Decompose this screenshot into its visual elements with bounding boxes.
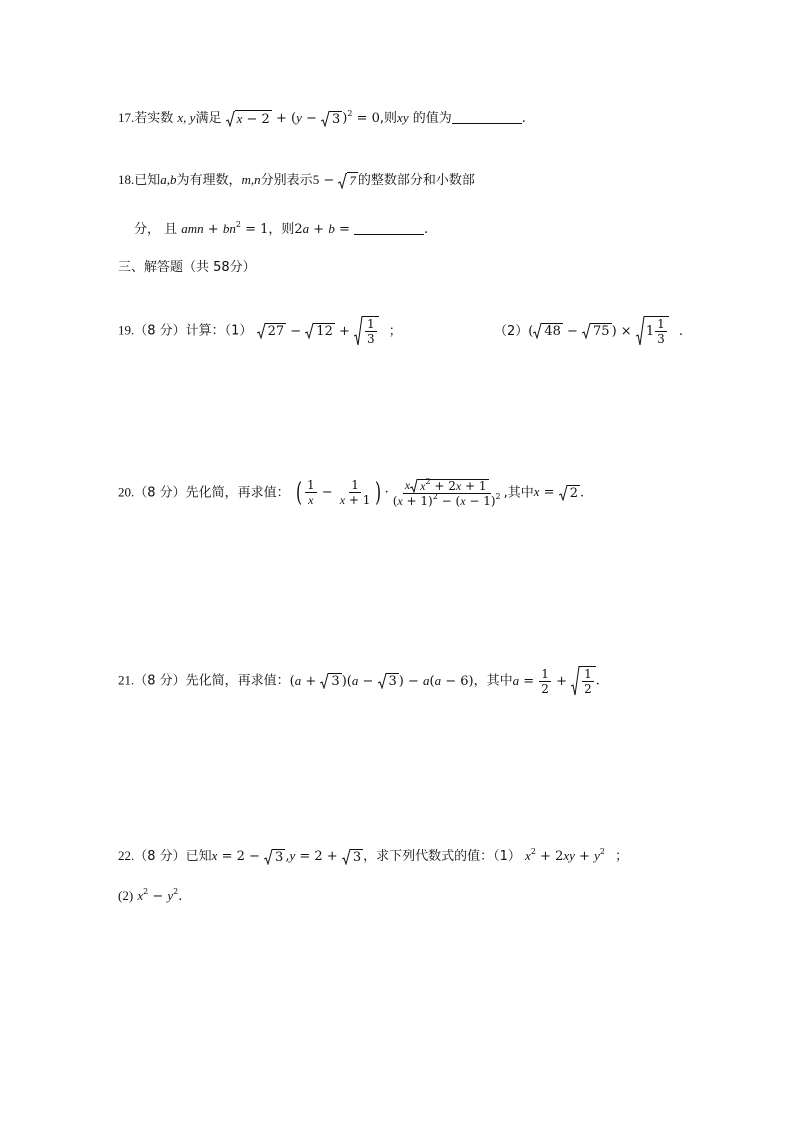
- math-variables: m,n: [241, 172, 261, 187]
- part-label: (2): [118, 888, 134, 903]
- question-18-line2: [134, 219, 428, 240]
- question-text: ，求下列代数式的值：（1）: [363, 849, 521, 864]
- question-text: 的值为: [412, 111, 452, 126]
- question-text: ,则: [379, 111, 398, 126]
- question-number: 17.: [118, 110, 135, 125]
- question-text: 满足: [195, 111, 222, 126]
- part-label: （2）: [493, 323, 529, 339]
- question-17: [118, 108, 526, 129]
- period: .: [595, 673, 600, 689]
- math-expression: x = 2 − 3 ,y = 2 + 3: [211, 848, 362, 865]
- punctuation: ；: [388, 323, 402, 339]
- math-expression: 2a + b =: [294, 221, 355, 237]
- period: .: [580, 485, 585, 501]
- question-text: ,其中: [503, 485, 534, 501]
- question-text: 分， 且: [134, 222, 178, 237]
- math-expression: − 7: [319, 173, 356, 188]
- question-number: 20.: [118, 484, 135, 500]
- question-number: 22.: [118, 848, 135, 863]
- period: .: [424, 222, 429, 237]
- math-expression: amn + $bn^2 = 1$: [181, 220, 269, 237]
- math-expression: (a + 3 )(a − 3 ) − a(a − 6): [289, 672, 474, 689]
- question-text: （8 分）先化简，再求值：: [134, 673, 290, 689]
- question-22-line2: [118, 886, 182, 907]
- math-expression: x = 2: [533, 484, 578, 501]
- question-text: （8 分）计算：（1）: [134, 323, 253, 339]
- question-21: [118, 666, 600, 696]
- question-text: 已知: [134, 173, 161, 188]
- question-18: [118, 170, 475, 191]
- question-number: 18.: [118, 172, 135, 187]
- period: .: [178, 889, 183, 904]
- section-title: 三、解答题（共 58分）: [118, 260, 256, 275]
- math-expression: 27 − 12 + $\frac{1}{3}$: [257, 324, 379, 339]
- period: .: [521, 111, 526, 126]
- math-variables: a,b: [160, 172, 177, 187]
- question-text: 分别表示: [260, 173, 313, 188]
- question-text: ，其中: [473, 673, 513, 689]
- answer-blank[interactable]: [354, 220, 424, 235]
- math-expression: ( $\frac{1}{x}$ − $\frac{1}{x + 1}$ ) · x $x^2 + 2x + 1$ $(x + 1)^2 - (x - 1)^2$: [295, 476, 501, 508]
- math-expression: $x^2 - y^2$: [137, 887, 179, 904]
- question-text: 若实数: [134, 111, 174, 126]
- answer-blank[interactable]: [452, 109, 522, 124]
- question-text: 为有理数，: [176, 173, 242, 188]
- math-expression: ( 48 − 75 ) × 1 $\frac{1}{3}$: [528, 324, 669, 339]
- question-number: 21.: [118, 672, 135, 688]
- question-text: （8 分）已知: [134, 849, 212, 864]
- math-variable: xy: [397, 110, 409, 125]
- question-text: 的整数部分和小数部: [357, 173, 475, 188]
- punctuation: ；: [615, 849, 629, 864]
- question-text: ，则: [268, 222, 295, 237]
- period: .: [678, 323, 684, 339]
- question-22: [118, 846, 628, 867]
- math-expression: x − 2 + (y − 3 )$^2$ = 0: [226, 111, 380, 126]
- question-number: 19.: [118, 322, 135, 338]
- question-20: [118, 478, 584, 508]
- question-19: [118, 316, 683, 346]
- question-text: （8 分）先化简，再求值：: [134, 485, 290, 501]
- math-expression: $x^2 + 2xy + y^2$: [525, 847, 605, 864]
- math-number: 5: [312, 172, 320, 187]
- math-expression: a = $\frac{1}{2}$ + $\frac{1}{2}$: [513, 674, 596, 689]
- math-variables: x, y: [177, 110, 196, 125]
